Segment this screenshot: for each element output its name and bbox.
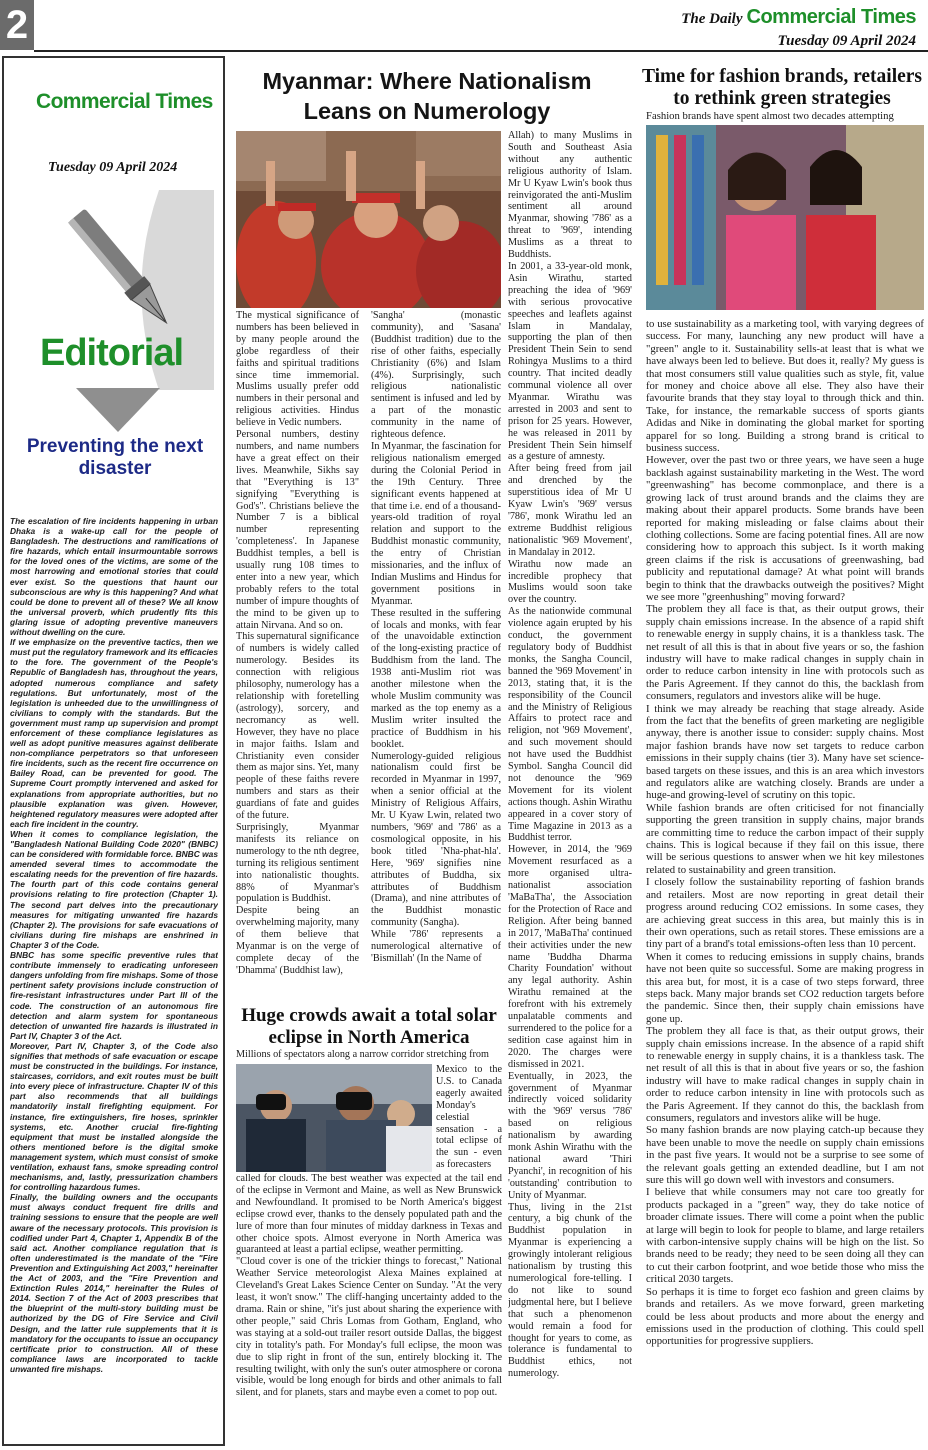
fashion-paragraph: However, over the past two or three years, we have seen a huge backlash against sustainability marketing in the West. The word "greenwashing" has become commonplace, and there is a growing lack of trust around brands and the claims they are making about their apparel products. Some brands have been reported for making misleading or false claims about their clothing collections. Some are facing potential fines. All are now considering how to approach this subject. Is it worth making green claims if the risk is accusations of greenwashing, bad publicity and reputational damage? At what point will brands begin to think that the drawbacks outweigh the positives? Might we see more "greenhushing" moving forward? — [646, 454, 924, 603]
eclipse-paragraph: "Cloud cover is one of the trickier things to forecast," National Weather Service meteorologist Alexa Maines explained at Cleveland's Great Lakes Science Center on Sunday. "At the very least, it won't snow." The cliff-hanging uncertainty added to the drama. Rain or shine, "it's just about sharing the experience with other people," said Chris Lomas from Gotham, England, who was staying at a sold-out trailer resort outside Dallas, the biggest city in totality's path. For Monday's full eclipse, the moon was due to slip right in front of the sun, entirely blocking it. The resulting twilight, with only the sun's outer atmosphere or corona visible, would be long enough for birds and other animals to fall silent, and for planets, stars and maybe even a comet to pop out. — [236, 1256, 502, 1399]
fashion-paragraph: I think we may already be reaching that stage already. Aside from the fact that the benefits of green marketing are negligible anyway, there is another issue to consider: supply chains. Most major fashion brands have now set targets to reduce carbon emissions in their supply chains (tier 3). Many have set science-based targets on these issues, and this is an area which investors and regulators alike are watching closely. Brands are under a huge-and growing-level of scrutiny on this topic. — [646, 702, 924, 802]
myanmar-paragraph: While '786' represents a numerological alternative of 'Bismillah' (In the Name of — [371, 929, 501, 964]
editorial-paragraph: When it comes to compliance legislation, the "Bangladesh National Building Code 2020" (BNBC) can be considered with formidable force. BNBC was amended several times to accommodate the escalating needs for the prevention of fire hazards. The fourth part of this code contains general provisions relating to fire protection (Chapter 1). The second part delves into the precautionary measures for mitigating unwanted fire hazards (Chapter 2). The provisions for safe evacuations of civilians during fire mishaps are enshrined in Chapter 3 of the Code. — [10, 828, 218, 950]
fashion-paragraph: to use sustainability as a marketing tool, with varying degrees of success. For many, launching any new product will have a "green" angle to it. Sustainability sells-at least that is what we have always been led to believe. But does it, really? My guess is that most consumers still value qualities such as style, fit, value for money and choice above all else. They also have their favourite brands that they stay loyal to through thick and thin. Take, for instance, the remarkable success of sports giants Adidas and Nike in dominating the global market for sporting apparel for so long. Building a strong brand is critical to business success. — [646, 318, 924, 455]
myanmar-headline: Myanmar: Where Nationalism Leans on Numerology — [262, 68, 592, 124]
fashion-body — [646, 318, 924, 1443]
editorial-brand: Commercial Times — [36, 90, 213, 113]
editorial-paragraph: Moreover, Part IV, Chapter 3, of the Code also signifies that methods of safe evacuation or escape must be constructed in the buildings. For instance, staircases, corridors, and exit routes must be built into every piece of infrastructure. Chapter IV of this part also recommends that all buildings mandatorily install firefighting equipment. For instance, fire extinguishers, fire hoses, sprinkler systems, etc. Another crucial fire-fighting equipment that must be installed alongside the others mentioned before is the digital smoke management system, which must consist of smoke ventilation, exhaust fans, smoke spreading control mechanisms, and, lastly, pressurization chambers for controlling hazardous fumes. — [10, 1040, 218, 1193]
fashion-paragraph: While fashion brands are often criticised for not financially supporting the green transition in supply chains, major brands are committing time to reduce the carbon impact of their supply chains. This is logical because if they fail on this issue, there will be serious questions to answer when we hit key milestones related to sustainability and green transition. — [646, 801, 924, 876]
myanmar-paragraph: Surprisingly, Myanmar manifests its reliance on numerology to the nth degree, turning its religious sentiment into nationalistic thoughts. 88% of Myanmar's population is Buddhist. — [236, 821, 359, 905]
eclipse-side-text: Mexico to the U.S. to Canada eagerly awaited Monday's celestial sensation - a total eclipse of the sun - even as forecasters — [436, 1064, 502, 1171]
myanmar-paragraph: Despite being an overwhelming majority, many of them believe that Myanmar is on the verge of complete decay of the 'Dhamma' (Buddhist law), — [236, 905, 359, 976]
myanmar-column-1 — [236, 310, 359, 1005]
fashion-paragraph: I closely follow the sustainability reporting of fashion brands and retailers. Most are now reporting in great detail their progress around reducing CO2 emissions. In some cases, they are achieving great success in this area, but mainly this is in their own operations, such as retail stores. These emissions are a tiny part of a brand's total emissions-often less than 10 percent. — [646, 876, 924, 951]
myanmar-paragraph: 'Sangha' (monastic community), and 'Sasana' (Buddhist tradition) due to the rise of other faiths, especially Christianity (6%) and Islam (4%). Surprisingly, such religious nationalistic sentiment is infused and led by a part of the monastic community in the name of righteous defence. — [371, 310, 501, 441]
myanmar-paragraph: Numerology-guided religious nationalism could first be recorded in Myanmar in 1997, when a senior official at the Ministry of Religious Affairs, Mr. U Kyaw Lwin, related two numbers, '969' and '786' as a cosmological opposite, in his book titled 'Nha-phat-hla'. Here, '969' signifies nine attributes of Buddha, six attributes of Buddhism (Drama), and nine attributes of the Buddhist monastic community (Sangha). — [371, 750, 501, 929]
editorial-paragraph: The escalation of fire incidents happening in urban Dhaka is a wake-up call for the people of Bangladesh. The destructions and ramifications of fire hazards, which entail insurmountable sorrows for the loved ones of the victims, are some of the most harrowing and emotional stories that could ever exist. So the questions that haunt our subconscious are why is this happening? And what could be done to prevent all of these? We all know the universal proverb, which prudently fits this glaring issue of adopting preventive maneuvers without dwelling on the cure. — [10, 516, 218, 638]
fashion-paragraph: So perhaps it is time to forget eco fashion and green claims by brands and retailers. As we move forward, green marketing could be less about products and more about the energy and emissions used in the production of clothing. This could spell opportunities for progressive suppliers. — [646, 1285, 924, 1348]
fashion-paragraph: So many fashion brands are now playing catch-up because they have been unable to move the needle on supply chain emissions in the past five years. It would not be a surprise to see some of the relevant goals getting an extended deadline, but I am not sure this will go down well with investors and consumers. — [646, 1124, 924, 1187]
eclipse-paragraph: called for clouds. The best weather was expected at the tail end of the eclipse in Vermont and Maine, as well as New Brunswick and Newfoundland. It promised to be North America's biggest eclipse crowd ever, thanks to the densely populated path and the lure of more than four minutes of midday darkness in Texas and other choice spots. Almost everyone in North America was guaranteed at least a partial eclipse, weather permitting. — [236, 1173, 502, 1256]
myanmar-paragraph: Allah) to many Muslims in South and Southeast Asia without any authentic religious authority of Islam. Mr U Kyaw Lwin's book thus reinvigorated the anti-Muslim sentiment all around Myanmar, showing '786' as a threat to '969', intending Muslims as a threat to Buddhists. — [508, 130, 632, 261]
fashion-paragraph: When it comes to reducing emissions in supply chains, brands have not been quite so successful. Some are making progress in this area but, for most, it is a case of two steps forward, three steps back. Many major brands set CO2 reduction targets before the pandemic. Since then, their supply chain emissions have gone up. — [646, 950, 924, 1025]
editorial-date: Tuesday 09 April 2024 — [48, 160, 178, 175]
fashion-paragraph: I believe that while consumers may not care too greatly for products packaged in a "green" way, they do take notice of broader climate issues. There will come a point when the public at large will begin to look for people to blame, and large retailers with carbon-intensive supply chains will be high on the list. So brands need to be ready; they need to be seen doing all they can to cut their carbon footprint, and woe betide those who miss the critical 2030 targets. — [646, 1186, 924, 1286]
protest-photo — [236, 131, 501, 308]
editorial-paragraph: Finally, the building owners and the occupants must always conduct frequent fire drills and training sessions to ensure that the people are well aware of the necessary protocols. This provision is codified under Part 4, Chapter 1, Appendix B of the said act. Another compliance regulation that is often underestimated is the mandate of the "Fire Prevention and Extinguishing Act 2003," hereinafter the Act of 2003, and the "Fire Prevention and Extinction Rules 2014," hereinafter the Rules of 2014. Section 7 of the Act of 2003 prescribes that the blueprint of the multi-story building must be authorized by the DG of Fire Service and Civil Design, and the latter rule supplements that it is mandatory for the occupants to issue an occupancy certificate prior to construction. All of these compliance laws are incorporated to tackle unwanted fire mishaps. — [10, 1192, 218, 1374]
eclipse-intro: Millions of spectators along a narrow corridor stretching from — [236, 1049, 489, 1060]
editorial-column — [2, 56, 225, 1446]
fashion-intro: Fashion brands have spent almost two decades attempting — [646, 110, 894, 122]
myanmar-paragraph: These resulted in the suffering of locals and monks, with fear of the unavoidable extinction of the long-existing practice of Buddhism from the land. The 1938 anti-Muslim riot was another milestone when the whole Muslim community was marked as the top enemy as a Muslim writer insulted the practice of Buddhism in his booklet. — [371, 607, 501, 750]
myanmar-paragraph: In Myanmar, the fascination for religious nationalism emerged during the Colonial Period in the 19th Century. Three significant events happened at that time i.e. end of a thousand-years-old tradition of royal relation and support to the Buddhist monastic community, the entry of Christian missionaries, and the influx of Indian Muslims and Hindus for government positions in Myanmar. — [371, 440, 501, 607]
fashion-shoppers-photo — [646, 125, 924, 310]
myanmar-paragraph: In 2001, a 33-year-old monk, Asin Wirathu, started preaching the idea of '969' with serious provocative speeches and leaflets against Islam in Mandalay, supporting the plan of then President Thein Sein to send Rohingya Muslims to a third country. That incited deadly communal violence all over Myanmar. Wirathu was arrested in 2003 and sent to prison for 25 years. However, he was released in 2011 by President Thein Sein himself as a gesture of amnesty. — [508, 260, 632, 463]
editorial-headline: Preventing the next disaster — [26, 436, 204, 479]
fashion-paragraph: The problem they all face is that, as their output grows, their supply chain emissions increase. In the absence of a rapid shift to renewable energy in supply chains, it is a thankless task. The net result of all this is that in about five years or so, the fashion industry will have to make radical changes in supply chain in order to reduce carbon intensity in line with protocols such as the Paris Agreement. If they cannot do this, the backlash from consumers, regulators and investors alike will be huge. — [646, 603, 924, 703]
masthead-name: Commercial Times — [746, 6, 916, 28]
masthead-date: Tuesday 09 April 2024 — [777, 33, 916, 49]
eclipse-body — [236, 1173, 502, 1443]
eclipse-crowd-photo — [236, 1064, 432, 1172]
masthead-the-daily: The Daily — [681, 11, 743, 27]
header-rule — [34, 50, 928, 52]
myanmar-paragraph: As the nationwide communal violence again erupted by his conduct, the government regulatory body of Buddhist monks, the Sangha Council, banned the '969 Movement' in 2013, stating that, it is the responsibility of the Council and the Ministry of Religious Affairs to protect race and religion, not '969 Movement', and such movement should not have used the Buddhist Symbol. Sangha Council did not denounce the '969 Movement for its violent actions though. Ashin Wirathu appeared in a cover story of Time Magazine in 2013 as a Buddhist terror. — [508, 606, 632, 844]
page-number: 2 — [0, 0, 34, 50]
myanmar-paragraph: After being freed from jail and drenched by the superstitious idea of Mr U Kyaw Lwin's '969' versus '786', monk Wirathu led an extreme Buddhist religious nationalistic '969 Movement', in Mandalay in 2012. — [508, 463, 632, 558]
myanmar-column-3 — [508, 130, 632, 1440]
myanmar-column-2 — [371, 310, 501, 1005]
myanmar-paragraph: Thus, living in the 21st century, a big chunk of the Buddhist population in Myanmar is experiencing a growingly intolerant religious nationalism by trusting this numerological fore-telling. I do not like to sound judgmental here, but I believe that such a phenomenon would remain a food for thought for years to come, as tolerance is fundamental to Buddhist ethics, not numerology. — [508, 1201, 632, 1380]
fashion-headline: Time for fashion brands, retailers to rethink green strategies — [641, 66, 923, 109]
myanmar-paragraph: Wirathu now made an incredible prophecy that Muslims would soon take over the country. — [508, 558, 632, 606]
editorial-paragraph: If we emphasize on the preventive tactics, then we must put the regulatory framework and its efficacies to the fore. The government of the People's Republic of Bangladesh has, throughout the years, adopted numerous compliance and safety regulations. But unfortunately, most of the legislation is unheeded due to the unwillingness of civilians to comply with the standards. But the government must ramp up supervision and prompt enforcement of these compliance legislatures as well as adopt punitive measures against deliberate non-compliance perpetrators so that unforeseen fire incidents, such as the recent fire occurrence on Bailey Road, can be prevented for good. The Supreme Court promptly intervened and asked for explanations from appropriate authorities, but no plausible explanation was given. However, heightened regulatory measures were adopted after each fire incident in the country. — [10, 637, 218, 829]
myanmar-paragraph: Eventually, in 2023, the government of Myanmar indirectly voiced solidarity with the '969' versus '786' based on religious nationalism by awarding monk Ashin Wirathu with the national award 'Thiri Pyanchi', in recognition of his 'outstanding' contribution to Unity of Myanmar. — [508, 1070, 632, 1201]
editorial-body — [10, 516, 218, 1441]
eclipse-headline: Huge crowds await a total solar eclipse in North America — [241, 1005, 497, 1048]
fashion-paragraph: The problem they all face is that, as their output grows, their supply chain emissions increase. In the absence of a rapid shift to renewable energy in supply chains, it is a thankless task. The net result of all this is that in about five years or so, the fashion industry will have to make radical changes in supply chain in order to reduce carbon intensity in line with protocols such as the Paris Agreement. If they cannot do this, the backlash from consumers, regulators and investors alike will be huge. — [646, 1025, 924, 1124]
editorial-section-label: Editorial — [40, 332, 184, 374]
myanmar-paragraph: However, in 2014, the '969 Movement resurfaced as a more organised ultra-nationalist association 'MaBaTha', the Association for the Protection of Race and Religion. After being banned in 2017, 'MaBaTha' continued their activities under the new name 'Buddha Dharma Charity Foundation' without any legal authority. Ashin Wirathu remained at the forefront with his extremely unpalatable comments and surrendered to the police for a sedition case against him in 2020. The charges were dismissed in 2021. — [508, 844, 632, 1070]
myanmar-paragraph: The mystical significance of numbers has been believed in by many people around the globe regardless of their faiths and spiritual traditions since time immemorial. Muslims usually prefer odd numbers in their personal and religious activities. Hindus believe in Vedic numbers. — [236, 310, 359, 429]
editorial-paragraph: BNBC has some specific preventive rules that contribute immensely to eradicating unforeseen dangers unfolding from fire mishaps. Some of those pertinent safety provisions include construction of fire-resistant infrastructures under Part III of the code. The construction of an autonomous fire detection and alarm system for spontaneous detection of unwanted fire hazards is illustrated in Part IV, Chapter 3 of the Act. — [10, 950, 218, 1041]
myanmar-paragraph: This supernatural significance of numbers is widely called numerology. Besides its connection with religious philosophy, numerology has a relationship with foretelling (astrology), sorcery, and necromancy as well. However, they have no place in major faiths. Islam and Christianity even consider them as major sins. Yet, many people of these faiths revere numbers and stars as their guardians of fate and guides of the future. — [236, 631, 359, 822]
myanmar-paragraph: Personal numbers, destiny numbers, and name numbers have a great effect on their lives. Meanwhile, Sikhs say that "Everything is 13" signifying "Everything is God's". Christians believe the Number 7 is a biblical number representing 'completeness'. In Japanese Buddhist temples, a bell is usually rung 108 times to enter into a new year, which probably refers to the total number of impure thoughts of the mind to be given up to attain Nirvana. And so on. — [236, 429, 359, 631]
masthead — [681, 6, 916, 50]
